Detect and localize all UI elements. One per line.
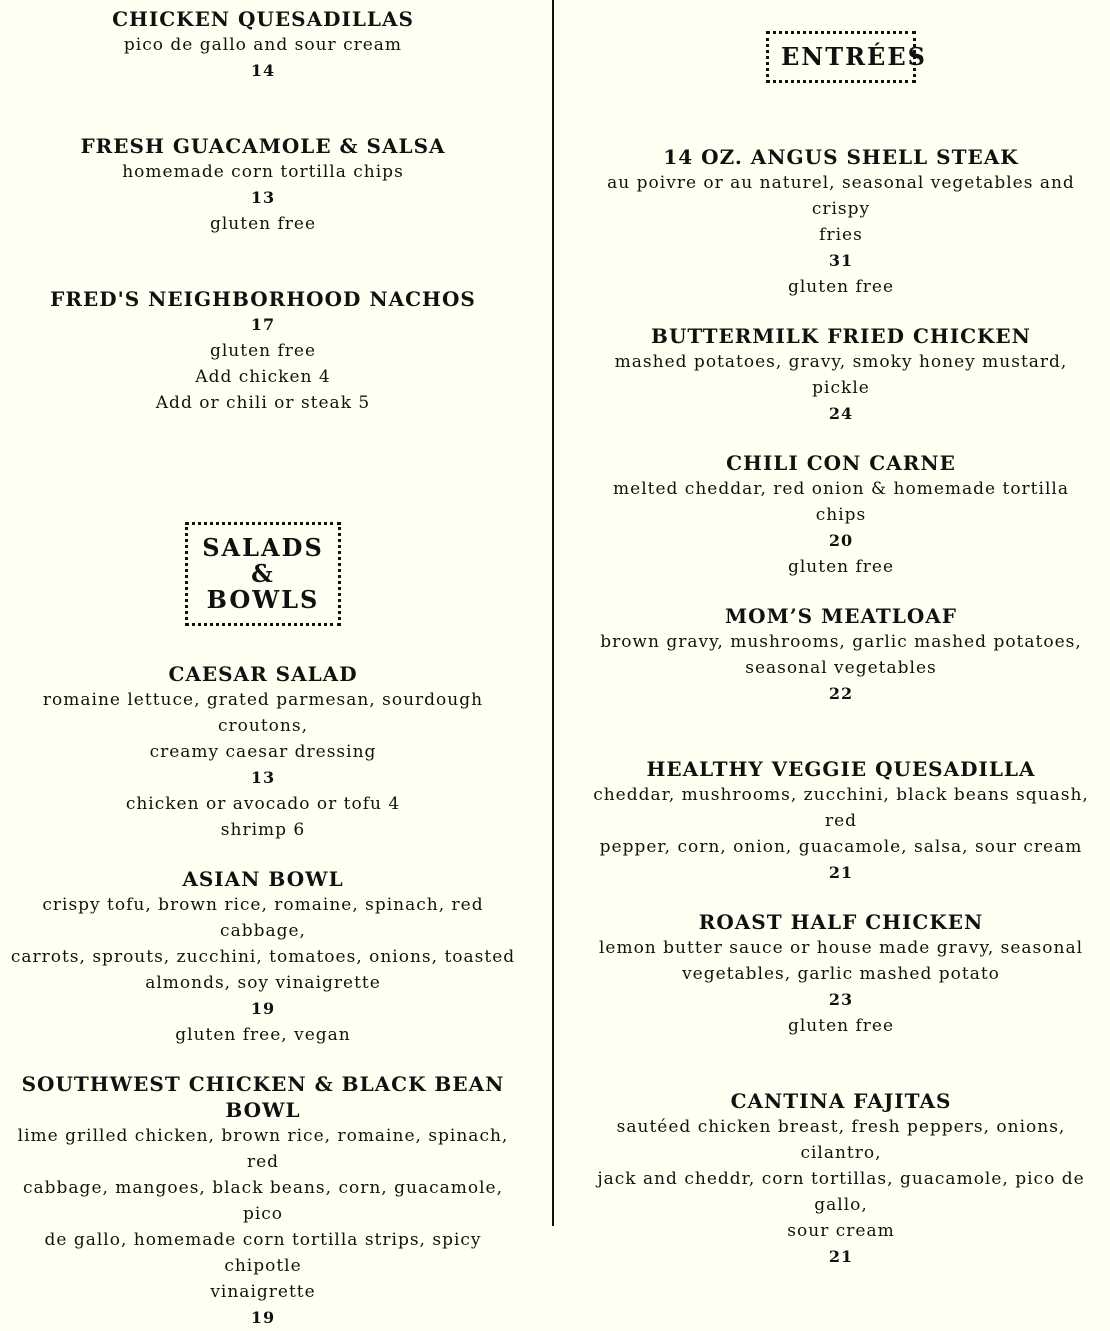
menu-item — [586, 756, 1096, 886]
item-price: 19 — [250, 999, 276, 1018]
menu-item — [8, 286, 518, 416]
item-name: FRED'S NEIGHBORHOOD NACHOS — [50, 287, 476, 311]
section-title-line: & BOWLS — [206, 559, 320, 614]
menu-item — [8, 133, 518, 237]
item-description: vegetables, garlic mashed potato — [682, 964, 1000, 984]
item-description: au poivre or au naturel, seasonal vegetables and crispy — [607, 173, 1075, 219]
item-note: gluten free — [209, 341, 317, 361]
item-price: 14 — [250, 61, 276, 80]
item-name: BUTTERMILK FRIED CHICKEN — [651, 324, 1031, 348]
section-title-line: SALADS — [202, 533, 324, 562]
item-name: 14 OZ. ANGUS SHELL STEAK — [663, 145, 1019, 169]
item-description: almonds, soy vinaigrette — [145, 973, 381, 993]
item-name: CHICKEN QUESADILLAS — [112, 7, 414, 31]
item-note: gluten free — [787, 557, 895, 577]
menu-item — [8, 6, 518, 84]
item-description: creamy caesar dressing — [149, 742, 377, 762]
section-heading-entrees — [766, 31, 927, 83]
item-name: SOUTHWEST CHICKEN & BLACK BEAN BOWL — [21, 1072, 505, 1122]
item-description: fries — [819, 225, 863, 245]
item-price: 20 — [828, 531, 854, 550]
item-price: 21 — [828, 863, 854, 882]
item-name: MOM’S MEATLOAF — [725, 604, 957, 628]
menu-item — [8, 661, 518, 843]
item-name: ASIAN BOWL — [182, 867, 344, 891]
item-description: seasonal vegetables — [745, 658, 937, 678]
item-note: gluten free — [787, 1016, 895, 1036]
item-note: chicken or avocado or tofu 4 — [125, 794, 401, 814]
item-name: CANTINA FAJITAS — [730, 1089, 952, 1113]
menu-item — [586, 603, 1096, 707]
item-description: pepper, corn, onion, guacamole, salsa, sour cream — [599, 837, 1083, 857]
item-price: 22 — [828, 684, 854, 703]
item-name: FRESH GUACAMOLE & SALSA — [80, 134, 446, 158]
item-note: Add chicken 4 — [195, 367, 331, 387]
item-note: gluten free, vegan — [175, 1025, 351, 1045]
item-description: cheddar, mushrooms, zucchini, black beans squash, red — [593, 785, 1089, 831]
item-description: lemon butter sauce or house made gravy, seasonal — [598, 938, 1084, 958]
menu-item — [586, 144, 1096, 300]
menu-item — [586, 1088, 1096, 1270]
item-note: gluten free — [787, 277, 895, 297]
item-description: pico de gallo and sour cream — [123, 35, 403, 55]
menu-item — [8, 866, 518, 1048]
menu-item — [586, 323, 1096, 427]
item-name: CAESAR SALAD — [168, 662, 358, 686]
item-description: lime grilled chicken, brown rice, romaine, spinach, red — [17, 1126, 509, 1172]
menu-item — [586, 450, 1096, 580]
item-description: crispy tofu, brown rice, romaine, spinach, red cabbage, — [42, 895, 484, 941]
item-price: 21 — [828, 1247, 854, 1266]
item-description: de gallo, homemade corn tortilla strips, spicy chipotle — [44, 1230, 482, 1276]
item-description: mashed potatoes, gravy, smoky honey mustard, pickle — [614, 352, 1068, 398]
item-name: CHILI CON CARNE — [726, 451, 956, 475]
item-price: 17 — [250, 315, 276, 334]
section-heading-salads — [185, 522, 341, 626]
item-description: jack and cheddr, corn tortillas, guacamole, pico de gallo, — [597, 1169, 1085, 1215]
item-price: 31 — [828, 251, 854, 270]
item-name: HEALTHY VEGGIE QUESADILLA — [646, 757, 1036, 781]
column-divider — [552, 0, 554, 1226]
item-price: 13 — [250, 768, 276, 787]
item-name: ROAST HALF CHICKEN — [698, 910, 984, 934]
item-description: brown gravy, mushrooms, garlic mashed potatoes, — [600, 632, 1082, 652]
item-note: gluten free — [209, 214, 317, 234]
item-price: 23 — [828, 990, 854, 1009]
item-description: sautéed chicken breast, fresh peppers, onions, cilantro, — [616, 1117, 1066, 1163]
item-description: carrots, sprouts, zucchini, tomatoes, onions, toasted — [10, 947, 516, 967]
item-note: Add or chili or steak 5 — [155, 393, 371, 413]
item-price: 19 — [250, 1308, 276, 1327]
item-note: shrimp 6 — [220, 820, 306, 840]
menu-item — [586, 909, 1096, 1039]
menu-item — [8, 1071, 518, 1331]
item-price: 13 — [250, 188, 276, 207]
item-description: romaine lettuce, grated parmesan, sourdough croutons, — [42, 690, 484, 736]
item-description: melted cheddar, red onion & homemade tortilla chips — [613, 479, 1069, 525]
item-description: cabbage, mangoes, black beans, corn, guacamole, pico — [23, 1178, 503, 1224]
section-title-line: ENTRÉES — [781, 42, 927, 71]
item-description: vinaigrette — [210, 1282, 316, 1302]
item-description: homemade corn tortilla chips — [122, 162, 404, 182]
item-price: 24 — [828, 404, 854, 423]
item-description: sour cream — [787, 1221, 895, 1241]
